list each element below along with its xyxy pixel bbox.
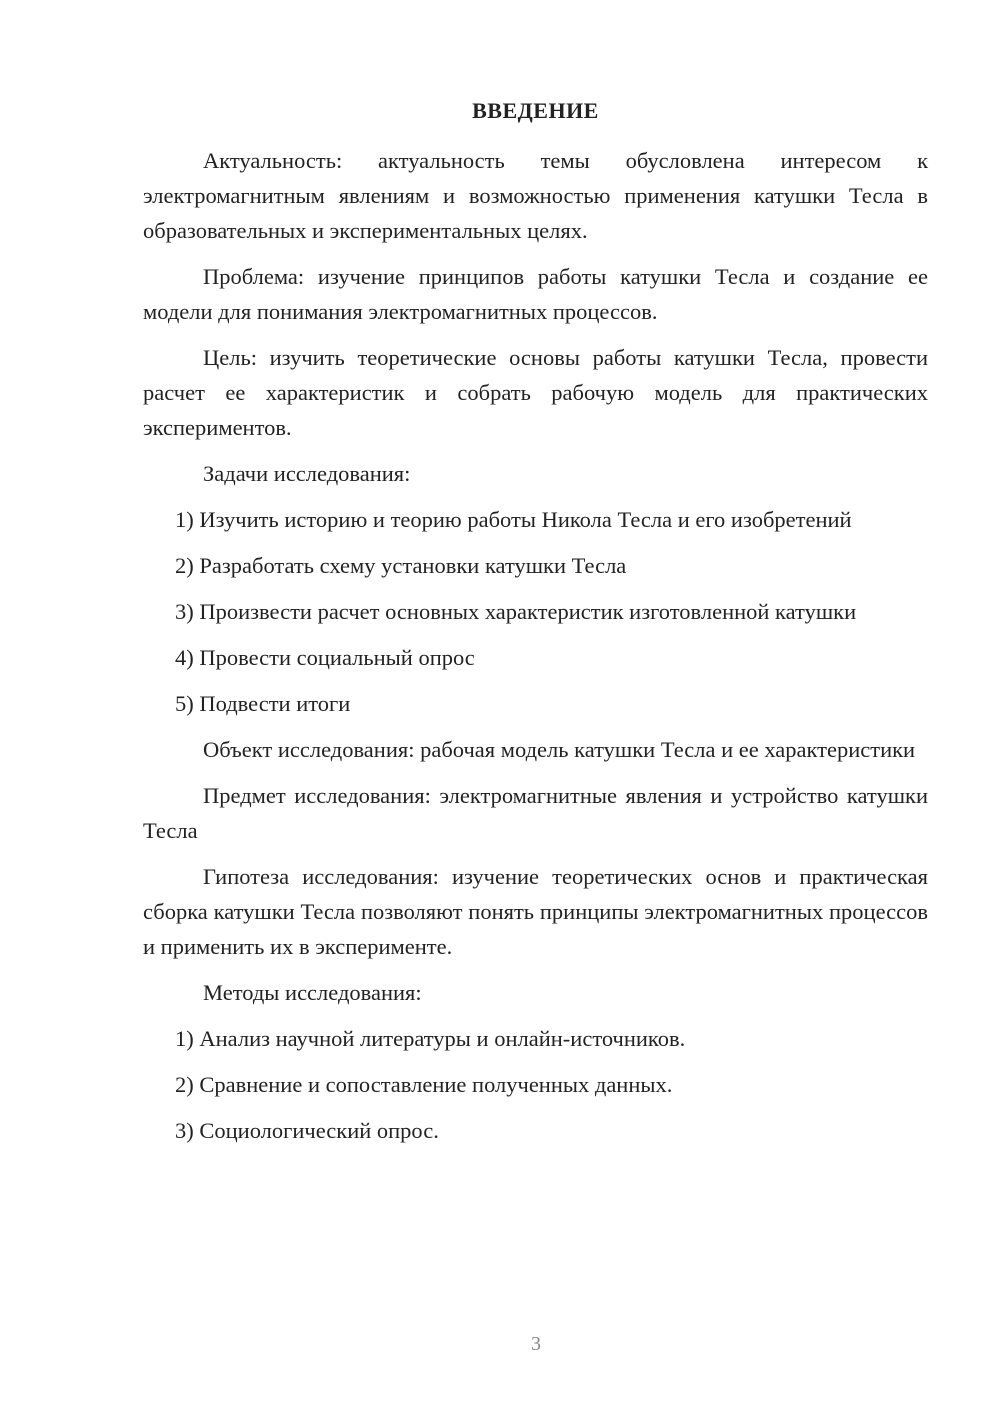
list-item: 3) Произвести расчет основных характеристик изготовленной катушки	[175, 599, 857, 624]
section-heading: ВВЕДЕНИЕ	[472, 98, 599, 123]
paragraph-methods-heading: Методы исследования:	[203, 980, 422, 1005]
list-item: 1) Изучить историю и теорию работы Никола Тесла и его изобретений	[175, 507, 852, 532]
paragraph-object: Объект исследования: рабочая модель катушки Тесла и ее характеристики	[203, 737, 916, 762]
paragraph-goal: Цель: изучить теоретические основы работы катушки Тесла, провести расчет ее характеристик и собрать рабочую модель для практических экспериментов.	[143, 345, 928, 440]
body-text	[143, 143, 928, 1148]
list-item: 5) Подвести итоги	[175, 691, 351, 716]
paragraph-hypothesis: Гипотеза исследования: изучение теоретических основ и практическая сборка катушки Тесла позволяют понять принципы электромагнитных процессов и применить их в эксперименте.	[143, 864, 928, 959]
list-item: 4) Провести социальный опрос	[175, 645, 475, 670]
list-item: 1) Анализ научной литературы и онлайн-источников.	[175, 1026, 686, 1051]
paragraph-subject: Предмет исследования: электромагнитные явления и устройство катушки Тесла	[143, 783, 928, 843]
paragraph-tasks-heading: Задачи исследования:	[203, 461, 411, 486]
list-item: 2) Разработать схему установки катушки Тесла	[175, 553, 627, 578]
paragraph-relevance: Актуальность: актуальность темы обусловлена интересом к электромагнитным явлениям и возможностью применения катушки Тесла в образовательных и экспериментальных целях.	[143, 148, 928, 243]
list-item: 2) Сравнение и сопоставление полученных данных.	[175, 1072, 673, 1097]
list-item: 3) Социологический опрос.	[175, 1118, 439, 1143]
page-number: 3	[531, 1333, 541, 1355]
paragraph-problem: Проблема: изучение принципов работы катушки Тесла и создание ее модели для понимания электромагнитных процессов.	[143, 264, 928, 324]
